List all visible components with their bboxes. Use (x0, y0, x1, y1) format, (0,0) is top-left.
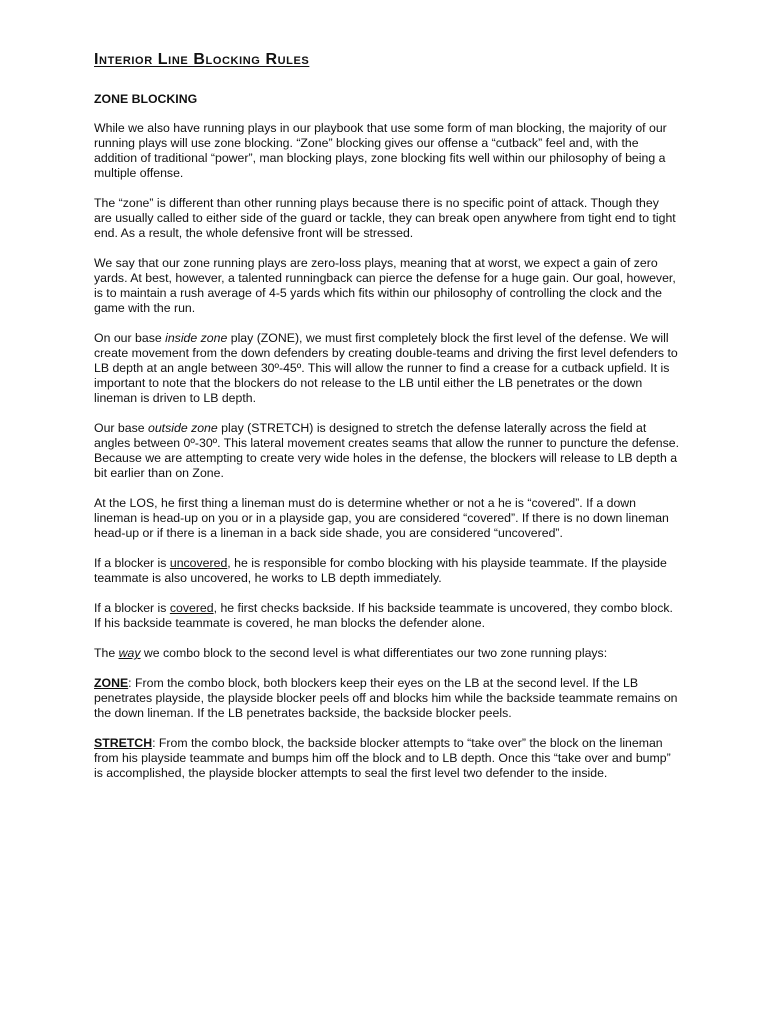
paragraph-zone-definition: The “zone” is different than other running plays because there is no specific point of attack. Though they are usually called to either side of the guard or tackle, they can break open anywhere from tight end to tight end. As a result, the whole defensive front will be stressed. (94, 196, 676, 240)
paragraph-zero-loss: We say that our zone running plays are zero-loss plays, meaning that at worst, we expect a gain of zero yards. At best, however, a talented runningback can pierce the defense for a huge gain. Our goal, however, is to maintain a rush average of 4-5 yards which fits within our philosophy of controlling the clock and the game with the run. (94, 256, 676, 315)
stretch-term: STRETCH (94, 736, 153, 750)
paragraph-uncovered-rule: If a blocker is uncovered, he is responsible for combo blocking with his playside teammate. If the playside teammate is also uncovered, he works to LB depth immediately. (94, 556, 667, 585)
zone-term: ZONE (94, 676, 129, 690)
paragraph-inside-zone: On our base inside zone play (ZONE), we must first completely block the first level of the defense. We will create movement from the down defenders by creating double-teams and driving the first level defenders to LB depth at an angle between 30º-45º. This will allow the runner to find a crease for a cutback upfield. It is important to note that the blockers do not release to the LB until either the LB penetrates or the down lineman is driven to LB depth. (94, 331, 678, 405)
outside-zone-term: outside zone (148, 421, 218, 435)
document-title: Interior Line Blocking Rules (94, 51, 310, 68)
document-page (94, 50, 680, 796)
inside-zone-term: inside zone (165, 331, 228, 345)
paragraph-combo-way: The way we combo block to the second level is what differentiates our two zone running plays: (94, 646, 608, 660)
paragraph-outside-zone: Our base outside zone play (STRETCH) is designed to stretch the defense laterally across the field at angles between 0º-30º. This lateral movement creates seams that allow the runner to puncture the defense. Because we are attempting to create very wide holes in the defense, the blockers will release to LB depth a bit earlier than on Zone. (94, 421, 679, 480)
uncovered-term: uncovered (169, 556, 228, 570)
paragraph-stretch-rule: STRETCH: From the combo block, the backside blocker attempts to “take over” the block on the lineman from his playside teammate and bumps him off the block and to LB depth. Once this “take over and bump” is accomplished, the playside blocker attempts to seal the first level two defender to the inside. (94, 736, 671, 780)
paragraph-covered-rule: If a blocker is covered, he first checks backside. If his backside teammate is uncovered, they combo block. If his backside teammate is covered, he man blocks the defender alone. (94, 601, 673, 630)
paragraph-zone-rule: ZONE: From the combo block, both blockers keep their eyes on the LB at the second level. If the LB penetrates playside, the playside blocker peels off and blocks him while the backside teammate remains on the down lineman. If the LB penetrates backside, the backside blocker peels. (94, 676, 678, 720)
way-term: way (118, 646, 141, 660)
covered-term: covered (169, 601, 214, 615)
paragraph-intro: While we also have running plays in our playbook that use some form of man blocking, the majority of our running plays will use zone blocking. “Zone” blocking gives our offense a “cutback” feel and, with the addition of traditional “power”, man blocking plays, zone blocking fits well within our philosophy of being a multiple offense. (94, 121, 667, 180)
paragraph-covered-definition: At the LOS, he first thing a lineman must do is determine whether or not a he is “covered”. If a down lineman is head-up on you or in a playside gap, you are considered “covered”. If there is no down lineman head-up or if there is a lineman in a back side shade, you are considered “uncovered”. (94, 496, 669, 540)
section-heading: ZONE BLOCKING (94, 92, 198, 106)
